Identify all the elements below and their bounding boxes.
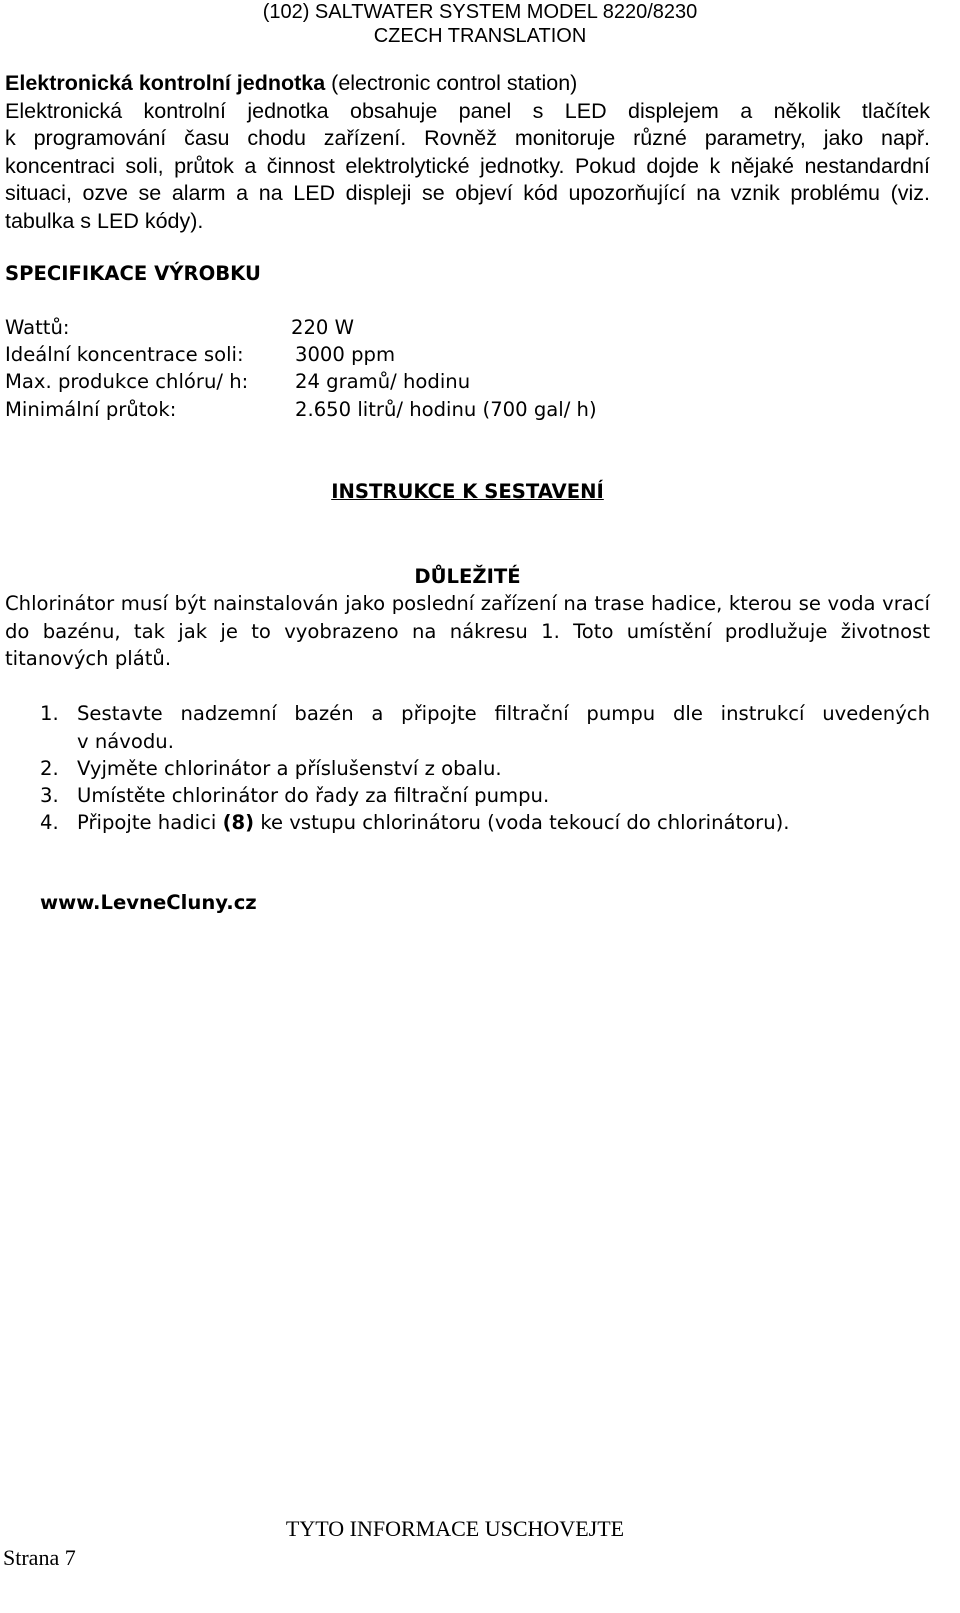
list-item: [40, 700, 930, 756]
intro-line: situaci, ozve se alarm a na LED displeji se objeví kód upozorňující na vznik problému (viz.: [5, 181, 930, 205]
step-text-post: ke vstupu chlorinátoru (voda tekoucí do chlorinátoru).: [254, 811, 790, 834]
page-number: Strana 7: [3, 1545, 76, 1570]
step-line: v návodu.: [77, 729, 174, 753]
list-item: [40, 755, 930, 783]
step-text: [77, 700, 930, 755]
intro-line: tabulka s LED kódy).: [5, 208, 204, 233]
step-text: Umístěte chlorinátor do řady za filtrační pumpu.: [77, 784, 550, 807]
spec-value: 24 gramů/ hodinu: [295, 370, 471, 393]
intro-line: koncentraci soli, průtok a činnost elektrolytické jednotky. Pokud dojde k nějaké nestandardní: [5, 153, 930, 178]
important-label: DŮLEŽITÉ: [414, 565, 521, 588]
keep-instructions-note: TYTO INFORMACE USCHOVEJTE: [285, 1516, 625, 1541]
assembly-heading-text: INSTRUKCE K SESTAVENÍ: [331, 480, 604, 503]
step-number: 2.: [40, 757, 59, 780]
intro-title-note: (electronic control station): [325, 71, 578, 95]
step-ref-number: (8): [222, 811, 255, 834]
spec-label: Minimální průtok:: [5, 398, 177, 421]
spec-row: [5, 314, 905, 342]
intro-title-line: [5, 70, 930, 98]
website-link[interactable]: www.LevneCluny.cz: [40, 891, 257, 914]
spec-value: 220 W: [291, 316, 355, 339]
step-line: Sestavte nadzemní bazén a připojte filtrační pumpu dle instrukcí uvedených: [77, 702, 930, 725]
spec-label: Max. produkce chlóru/ h:: [5, 370, 249, 393]
assembly-heading: [0, 478, 935, 506]
step-number: 1.: [40, 702, 59, 725]
spec-value: 3000 ppm: [295, 343, 396, 366]
note-line: Chlorinátor musí být nainstalován jako poslední zařízení na trase hadice, kterou se voda vrací: [5, 592, 930, 615]
intro-paragraph: [5, 70, 930, 235]
step-text: Vyjměte chlorinátor a příslušenství z obalu.: [77, 757, 502, 780]
step-text: [77, 809, 930, 837]
list-item: [40, 809, 930, 837]
step-text-pre: Připojte hadici: [77, 811, 223, 834]
spec-row: [5, 368, 905, 396]
step-number: 4.: [40, 811, 59, 834]
list-item: [40, 782, 930, 810]
step-number: 3.: [40, 784, 59, 807]
spec-label: Wattů:: [5, 316, 70, 339]
header-line-1: (102) SALTWATER SYSTEM MODEL 8220/8230: [262, 1, 698, 23]
intro-line: k programování času chodu zařízení. Rovněž monitoruje různé parametry, jako např.: [5, 126, 930, 150]
note-line: titanových plátů.: [5, 647, 172, 670]
intro-line: Elektronická kontrolní jednotka obsahuje panel s LED displejem a několik tlačítek: [5, 98, 930, 123]
spec-heading: SPECIFIKACE VÝROBKU: [5, 262, 261, 285]
spec-row: [5, 341, 905, 369]
important-note: [5, 590, 930, 673]
header-line-2: CZECH TRANSLATION: [373, 25, 587, 47]
spec-row: [5, 396, 905, 424]
spec-value: 2.650 litrů/ hodinu (700 gal/ h): [295, 398, 597, 421]
note-line: do bazénu, tak jak je to vyobrazeno na nákresu 1. Toto umístění prodlužuje životnost: [5, 619, 930, 643]
spec-label: Ideální koncentrace soli:: [5, 343, 244, 366]
intro-title: Elektronická kontrolní jednotka: [5, 71, 326, 95]
